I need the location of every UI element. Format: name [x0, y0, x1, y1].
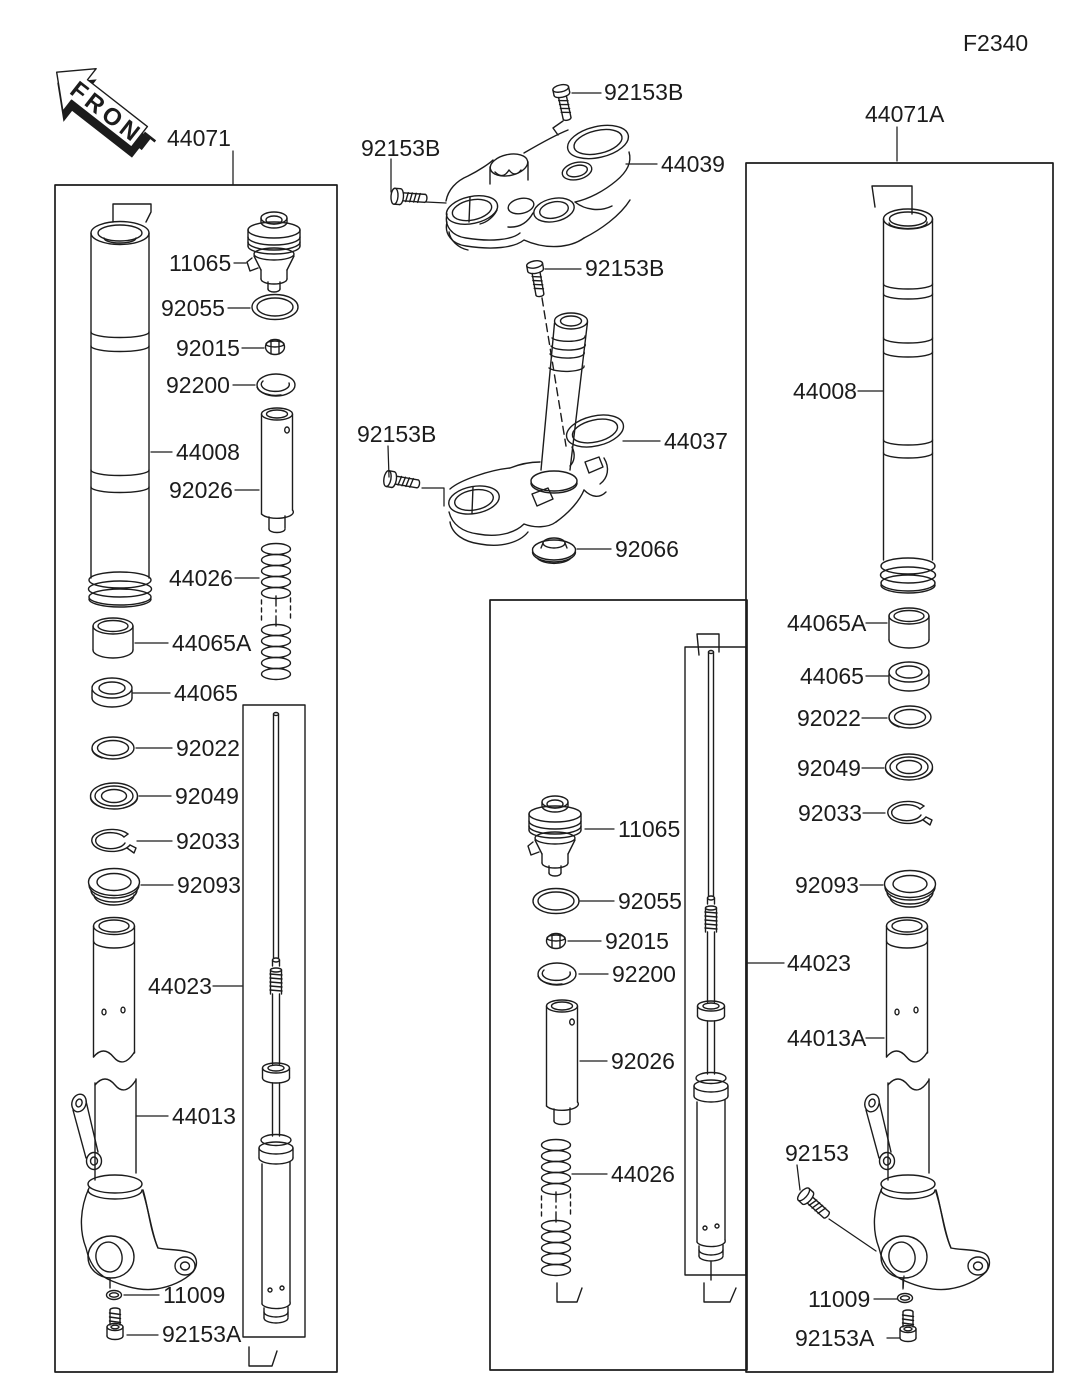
left-washer-part [92, 737, 134, 759]
left-bush-lower-label: 44065 [174, 680, 238, 706]
page-code-label: F2340 [963, 30, 1029, 56]
left-nut-label: 92015 [176, 335, 240, 361]
left-outer-assembly-label: 44023 [148, 973, 212, 999]
left-cap-label: 11065 [169, 250, 232, 276]
center-spring-part [542, 1140, 571, 1276]
left-dust-seal-label: 92093 [177, 872, 241, 898]
center-spring-label: 44026 [611, 1161, 675, 1187]
left-inner-tube-label: 44008 [176, 439, 240, 465]
left-oring-part [252, 295, 298, 320]
right-washer-label: 92022 [797, 705, 861, 731]
center-damper-box [685, 647, 746, 1275]
left-washer-label: 92022 [176, 735, 240, 761]
right-guide-bush-upper-part [889, 608, 929, 648]
left-dust-seal-part [89, 869, 140, 906]
left-fork-panel [55, 185, 337, 1372]
left-plug-part [257, 374, 295, 396]
left-spring-label: 44026 [169, 565, 233, 591]
right-pinch-bolt-part [796, 1186, 833, 1222]
left-guide-bush-lower-part [92, 678, 132, 707]
left-oil-seal-part [91, 783, 138, 809]
left-assembly-label: 44071 [167, 125, 231, 151]
right-dust-seal-part [885, 871, 936, 908]
left-damper-rod-part [259, 713, 293, 1324]
right-outer-tube-label: 44013A [787, 1025, 867, 1051]
center-oring-label: 92055 [618, 888, 682, 914]
left-bottom-bolt-label: 92153A [162, 1321, 242, 1347]
left-cylinder-part [262, 408, 294, 533]
right-bush-lower-label: 44065 [800, 663, 864, 689]
front-direction-arrow [35, 51, 171, 177]
right-tube-bracket-mark [872, 186, 912, 214]
center-fork-cap-part [528, 796, 581, 876]
center-nut-label: 92015 [605, 928, 669, 954]
right-outer-assembly-label: 44023 [787, 950, 851, 976]
left-plug-label: 92200 [166, 372, 230, 398]
left-outer-tube-label: 44013 [172, 1103, 236, 1129]
right-dust-seal-label: 92093 [795, 872, 859, 898]
center-damper-bottom-bracket [704, 1283, 736, 1302]
left-damper-bracket-mark [249, 1347, 277, 1366]
right-washer-part [889, 706, 931, 728]
left-bottom-bolt-part [107, 1308, 123, 1340]
right-fork-panel [746, 163, 1053, 1372]
center-spring-bracket-mark [557, 1283, 582, 1302]
lower-triple-clamp-drawing [447, 313, 627, 545]
right-oil-seal-part [886, 754, 933, 780]
center-nut-part [547, 934, 566, 949]
right-assembly-label: 44071A [865, 101, 945, 127]
upper-clamp-top-bolt [552, 83, 575, 122]
upper-clamp-label: 44039 [661, 151, 725, 177]
stem-cap-label: 92066 [615, 536, 679, 562]
upper-clamp-side-bolt-label: 92153B [361, 135, 441, 161]
lower-clamp-label: 44037 [664, 428, 728, 454]
center-cylinder-part [547, 1000, 579, 1125]
right-bush-upper-label: 44065A [787, 610, 867, 636]
right-snap-ring-label: 92033 [798, 800, 862, 826]
lower-clamp-top-bolt [526, 260, 548, 298]
lower-clamp-side-bolt-label: 92153B [357, 421, 437, 447]
center-cylinder-label: 92026 [611, 1048, 675, 1074]
front-arrow-label: FRONT [64, 76, 163, 161]
left-cylinder-label: 92026 [169, 477, 233, 503]
right-bottom-oring-label: 11009 [808, 1286, 871, 1312]
left-oring-label: 92055 [161, 295, 225, 321]
left-oil-seal-label: 92049 [175, 783, 239, 809]
right-pinch-bolt-label: 92153 [785, 1140, 849, 1166]
right-inner-tube-label: 44008 [793, 378, 857, 404]
right-bottom-bolt-label: 92153A [795, 1325, 875, 1351]
right-outer-tube-drawing [863, 918, 990, 1290]
right-inner-tube-drawing [881, 209, 936, 593]
lower-clamp-top-bolt-label: 92153B [585, 255, 665, 281]
left-bush-upper-label: 44065A [172, 630, 252, 656]
center-cap-label: 11065 [618, 816, 681, 842]
upper-clamp-side-bolt [390, 188, 427, 206]
right-oil-seal-label: 92049 [797, 755, 861, 781]
right-bottom-bolt-part [900, 1310, 916, 1342]
upper-clamp-top-bolt-label: 92153B [604, 79, 684, 105]
right-bottom-oring-part [898, 1294, 913, 1303]
left-fork-cap-part [247, 212, 300, 292]
left-snap-ring-part [92, 829, 136, 853]
left-bottom-oring-label: 11009 [163, 1282, 226, 1308]
left-tube-bracket-mark [113, 204, 151, 222]
left-bottom-oring-part [107, 1291, 122, 1300]
center-damper-rod-part [694, 651, 728, 1262]
upper-triple-clamp-drawing [444, 120, 632, 250]
center-plug-label: 92200 [612, 961, 676, 987]
right-guide-bush-lower-part [889, 662, 929, 691]
left-snap-ring-label: 92033 [176, 828, 240, 854]
left-nut-part [266, 340, 285, 355]
center-oring-part [533, 889, 579, 914]
left-spring-part [262, 544, 291, 680]
steering-stem-cap-drawing [533, 538, 576, 563]
center-plug-part [538, 963, 576, 985]
right-snap-ring-part [888, 801, 932, 825]
left-guide-bush-upper-part [93, 618, 133, 658]
left-inner-tube-drawing [89, 222, 152, 607]
